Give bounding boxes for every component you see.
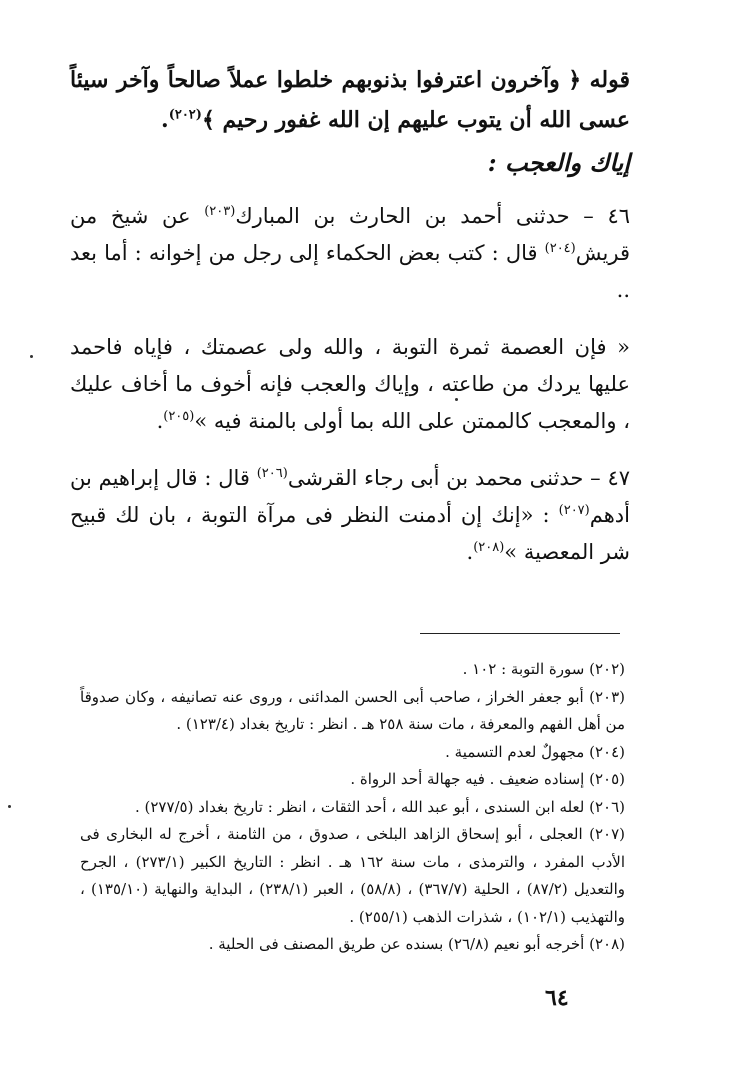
scan-speck	[455, 398, 458, 401]
main-text	[70, 60, 630, 591]
footnote-208: (٢٠٨) أخرجه أبو نعيم (٢٦/٨) بسنده عن طريق المصنف فى الحلية .	[208, 935, 625, 953]
section-heading: إياك والعجب :	[487, 148, 630, 177]
paragraph-46	[70, 198, 630, 309]
footnote-ref: (٢٠٣)	[204, 204, 236, 219]
scan-speck	[8, 805, 11, 808]
quran-verse: قوله ﴿ وآخرون اعترفوا بذنوبهم خلطوا عملاً صالحاً وآخر سيئاً عسى الله أن يتوب عليهم إن الله غفور رحيم ﴾$^{(٢٠٢)}$.	[70, 67, 630, 133]
footnote-ref: (٢٠٧)	[558, 503, 590, 518]
paragraph-text: .	[466, 540, 474, 564]
quran-text: قوله ﴿ وآخرون اعترفوا بذنوبهم خلطوا عملاً صالحاً وآخر سيئاً عسى الله أن يتوب عليهم إن الله غفور رحيم ﴾	[70, 67, 630, 133]
paragraph-text: : «إنك إن أدمنت النظر فى مرآة التوبة ، بان لك قبيح شر المعصية »	[70, 503, 630, 564]
footnote-207: (٢٠٧) العجلى ، أبو إسحاق الزاهد البلخى ، صدوق ، من الثامنة ، أخرج له البخارى فى الأدب المفرد ، والترمذى ، مات سنة ١٦٢ هـ . انظر : التاريخ الكبير (٢٧٣/١) ، الجرح والتعديل (٨٧/٢) ، الحلية (٣٦٧/٧) ، (٥٨/٨) ، العبر (٢٣٨/١) ، البداية والنهاية (١٣٥/١٠) ، والتهذيب (١٠٢/١) ، شذرات الذهب (٢٥٥/١) .	[80, 825, 625, 926]
footnote-ref: (٢٠٦)	[256, 466, 288, 481]
footnote-ref: (٢٠٨)	[473, 540, 505, 555]
scan-speck	[30, 355, 33, 358]
paragraph-text: ٤٦ – حدثنى أحمد بن الحارث بن المبارك	[235, 204, 630, 228]
quote-text: « فإن العصمة ثمرة التوبة ، والله ولى عصمتك ، فإياه فاحمد عليها يردك من طاعته ، وإياك والعجب فإنه أخوف ما أخاف عليك ، والمعجب كالممتن على الله بما أولى بالمنة فيه »	[70, 335, 630, 433]
footnote-204: (٢٠٤) مجهولٌ لعدم التسمية .	[445, 742, 625, 761]
footnote-202: (٢٠٢) سورة التوبة : ١٠٢ .	[462, 660, 625, 678]
paragraph-text: ٤٧ – حدثنى محمد بن أبى رجاء القرشى	[287, 466, 630, 490]
footnote-205: (٢٠٥) إسناده ضعيف . فيه جهالة أحد الرواة .	[350, 770, 625, 788]
footnote-ref: (٢٠٤)	[544, 241, 576, 256]
footnote-203: (٢٠٣) أبو جعفر الخراز ، صاحب أبى الحسن المدائنى ، وروى عنه تصانيفه ، وكان صدوقاً من أهل الفهم والمعرفة ، مات سنة ٢٥٨ هـ . انظر : تاريخ بغداد (١٢٣/٤) .	[80, 687, 625, 733]
paragraph-47	[70, 460, 630, 571]
page-number: ٦٤	[545, 985, 569, 1011]
quote-paragraph: « فإن العصمة ثمرة التوبة ، والله ولى عصمتك ، فإياه فاحمد عليها يردك من طاعته ، وإياك والعجب فإنه أخوف ما أخاف عليك ، والمعجب كالممتن على الله بما أولى بالمنة فيه »$^{(٢٠٥)}$.	[70, 335, 630, 433]
paragraph-text: قال : كتب بعض الحكماء إلى رجل من إخوانه : أما بعد ..	[70, 241, 630, 302]
footnote-ref: (٢٠٢)	[168, 107, 202, 123]
footnote-divider	[420, 633, 620, 634]
footnote-ref: (٢٠٥)	[163, 409, 195, 424]
paragraph-text: عن شيخ من قريش	[70, 204, 630, 265]
footnotes	[80, 656, 625, 959]
paragraph-text: قال : قال إبراهيم بن أدهم	[70, 466, 630, 527]
footnote-206: (٢٠٦) لعله ابن السندى ، أبو عبد الله ، أحد الثقات ، انظر : تاريخ بغداد (٢٧٧/٥) .	[134, 797, 625, 816]
